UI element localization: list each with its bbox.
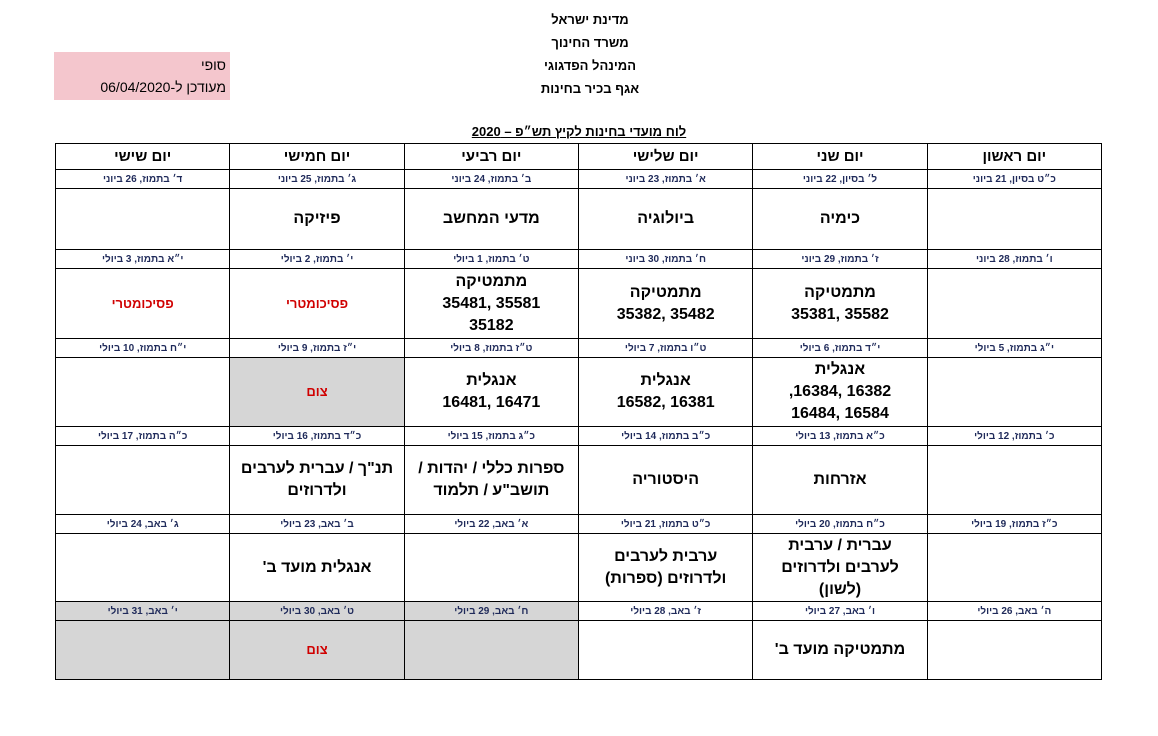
subject-cell bbox=[56, 446, 230, 515]
status-label: סופי bbox=[201, 57, 226, 73]
date-cell: ג׳ באב, 24 ביולי bbox=[56, 515, 230, 534]
date-cell: ז׳ באב, 28 ביולי bbox=[579, 602, 753, 621]
subject-cell: מתמטיקה 35582 ,35381 bbox=[753, 269, 927, 339]
page-title: לוח מועדי בחינות לקיץ תש״פ – 2020 bbox=[471, 124, 687, 139]
day-header: יום ראשון bbox=[927, 144, 1101, 170]
subject-cell: מתמטיקה 35581 ,35481 35182 bbox=[404, 269, 578, 339]
subject-cell bbox=[56, 358, 230, 427]
date-cell: ג׳ בתמוז, 25 ביוני bbox=[230, 170, 404, 189]
date-cell: ט׳ באב, 30 ביולי bbox=[230, 602, 404, 621]
date-cell: כ״ז בתמוז, 19 ביולי bbox=[927, 515, 1101, 534]
date-cell: ט״ז בתמוז, 8 ביולי bbox=[404, 339, 578, 358]
date-cell: י׳ באב, 31 ביולי bbox=[56, 602, 230, 621]
subject-row bbox=[56, 189, 1102, 250]
subject-cell: מתמטיקה 35482 ,35382 bbox=[579, 269, 753, 339]
date-cell: ח׳ באב, 29 ביולי bbox=[404, 602, 578, 621]
updated-date: מעודכן ל-06/04/2020 bbox=[100, 79, 226, 95]
date-cell: כ״ב בתמוז, 14 ביולי bbox=[579, 427, 753, 446]
subject-cell: אזרחות bbox=[753, 446, 927, 515]
status-box bbox=[54, 52, 230, 100]
date-cell: ז׳ בתמוז, 29 ביוני bbox=[753, 250, 927, 269]
fast-day-cell: צום bbox=[230, 358, 404, 427]
header-line-state: מדינת ישראל bbox=[551, 12, 629, 27]
date-row bbox=[56, 602, 1102, 621]
subject-cell bbox=[927, 358, 1101, 427]
subject-cell bbox=[404, 534, 578, 602]
date-cell: ד׳ בתמוז, 26 ביוני bbox=[56, 170, 230, 189]
subject-cell: מדעי המחשב bbox=[404, 189, 578, 250]
subject-cell: אנגלית 16471 ,16481 bbox=[404, 358, 578, 427]
date-cell: כ״ד בתמוז, 16 ביולי bbox=[230, 427, 404, 446]
exam-schedule-table bbox=[55, 143, 1102, 680]
date-cell: כ״ט בסיון, 21 ביוני bbox=[927, 170, 1101, 189]
subject-cell bbox=[927, 189, 1101, 250]
subject-cell bbox=[579, 621, 753, 680]
subject-row bbox=[56, 269, 1102, 339]
subject-row bbox=[56, 621, 1102, 680]
date-cell: כ״א בתמוז, 13 ביולי bbox=[753, 427, 927, 446]
date-row bbox=[56, 250, 1102, 269]
subject-row bbox=[56, 358, 1102, 427]
subject-cell: אנגלית 16382 ,16384, 16584 ,16484 bbox=[753, 358, 927, 427]
subject-row bbox=[56, 534, 1102, 602]
subject-cell bbox=[927, 621, 1101, 680]
date-cell: ב׳ בתמוז, 24 ביוני bbox=[404, 170, 578, 189]
date-cell: כ״ט בתמוז, 21 ביולי bbox=[579, 515, 753, 534]
date-row bbox=[56, 515, 1102, 534]
subject-cell: ביולוגיה bbox=[579, 189, 753, 250]
date-cell: ו׳ בתמוז, 28 ביוני bbox=[927, 250, 1101, 269]
subject-cell: ערבית לערבים ולדרוזים (ספרות) bbox=[579, 534, 753, 602]
date-cell: כ׳ בתמוז, 12 ביולי bbox=[927, 427, 1101, 446]
subject-cell: אנגלית מועד ב' bbox=[230, 534, 404, 602]
subject-cell bbox=[927, 446, 1101, 515]
date-cell: כ״ג בתמוז, 15 ביולי bbox=[404, 427, 578, 446]
date-cell: ט׳ בתמוז, 1 ביולי bbox=[404, 250, 578, 269]
subject-cell: מתמטיקה מועד ב' bbox=[753, 621, 927, 680]
subject-cell bbox=[404, 621, 578, 680]
ministry-header bbox=[440, 8, 740, 100]
fast-day-cell: צום bbox=[230, 621, 404, 680]
date-cell: כ״ח בתמוז, 20 ביולי bbox=[753, 515, 927, 534]
date-cell: ו׳ באב, 27 ביולי bbox=[753, 602, 927, 621]
date-row bbox=[56, 339, 1102, 358]
subject-cell: עברית / ערבית לערבים ולדרוזים (לשון) bbox=[753, 534, 927, 602]
header-line-administration: המינהל הפדגוגי bbox=[543, 58, 637, 73]
subject-cell bbox=[927, 534, 1101, 602]
day-header: יום שלישי bbox=[579, 144, 753, 170]
date-cell: ח׳ בתמוז, 30 ביוני bbox=[579, 250, 753, 269]
date-cell: א׳ באב, 22 ביולי bbox=[404, 515, 578, 534]
subject-cell: היסטוריה bbox=[579, 446, 753, 515]
date-cell: י״ג בתמוז, 5 ביולי bbox=[927, 339, 1101, 358]
date-cell: כ״ה בתמוז, 17 ביולי bbox=[56, 427, 230, 446]
date-cell: י״ז בתמוז, 9 ביולי bbox=[230, 339, 404, 358]
day-header: יום חמישי bbox=[230, 144, 404, 170]
subject-cell: כימיה bbox=[753, 189, 927, 250]
date-cell: ל׳ בסיון, 22 ביוני bbox=[753, 170, 927, 189]
subject-cell bbox=[56, 534, 230, 602]
date-cell: י״א בתמוז, 3 ביולי bbox=[56, 250, 230, 269]
date-cell: י״ד בתמוז, 6 ביולי bbox=[753, 339, 927, 358]
day-header: יום שני bbox=[753, 144, 927, 170]
day-header: יום שישי bbox=[56, 144, 230, 170]
day-header: יום רביעי bbox=[404, 144, 578, 170]
date-cell: א׳ בתמוז, 23 ביוני bbox=[579, 170, 753, 189]
date-cell: ה׳ באב, 26 ביולי bbox=[927, 602, 1101, 621]
subject-row bbox=[56, 446, 1102, 515]
date-cell: י״ח בתמוז, 10 ביולי bbox=[56, 339, 230, 358]
subject-cell: תנ"ך / עברית לערבים ולדרוזים bbox=[230, 446, 404, 515]
subject-cell: ספרות כללי / יהדות / תושב"ע / תלמוד bbox=[404, 446, 578, 515]
subject-cell: פיזיקה bbox=[230, 189, 404, 250]
header-line-department: אגף בכיר בחינות bbox=[540, 81, 640, 96]
date-cell: ב׳ באב, 23 ביולי bbox=[230, 515, 404, 534]
subject-cell bbox=[927, 269, 1101, 339]
subject-cell: אנגלית 16381 ,16582 bbox=[579, 358, 753, 427]
day-header-row bbox=[56, 144, 1102, 170]
date-cell: י׳ בתמוז, 2 ביולי bbox=[230, 250, 404, 269]
psychometric-cell: פסיכומטרי bbox=[56, 269, 230, 339]
subject-cell bbox=[56, 621, 230, 680]
header-line-ministry: משרד החינוך bbox=[551, 35, 629, 50]
subject-cell bbox=[56, 189, 230, 250]
psychometric-cell: פסיכומטרי bbox=[230, 269, 404, 339]
date-cell: ט״ו בתמוז, 7 ביולי bbox=[579, 339, 753, 358]
date-row bbox=[56, 170, 1102, 189]
date-row bbox=[56, 427, 1102, 446]
